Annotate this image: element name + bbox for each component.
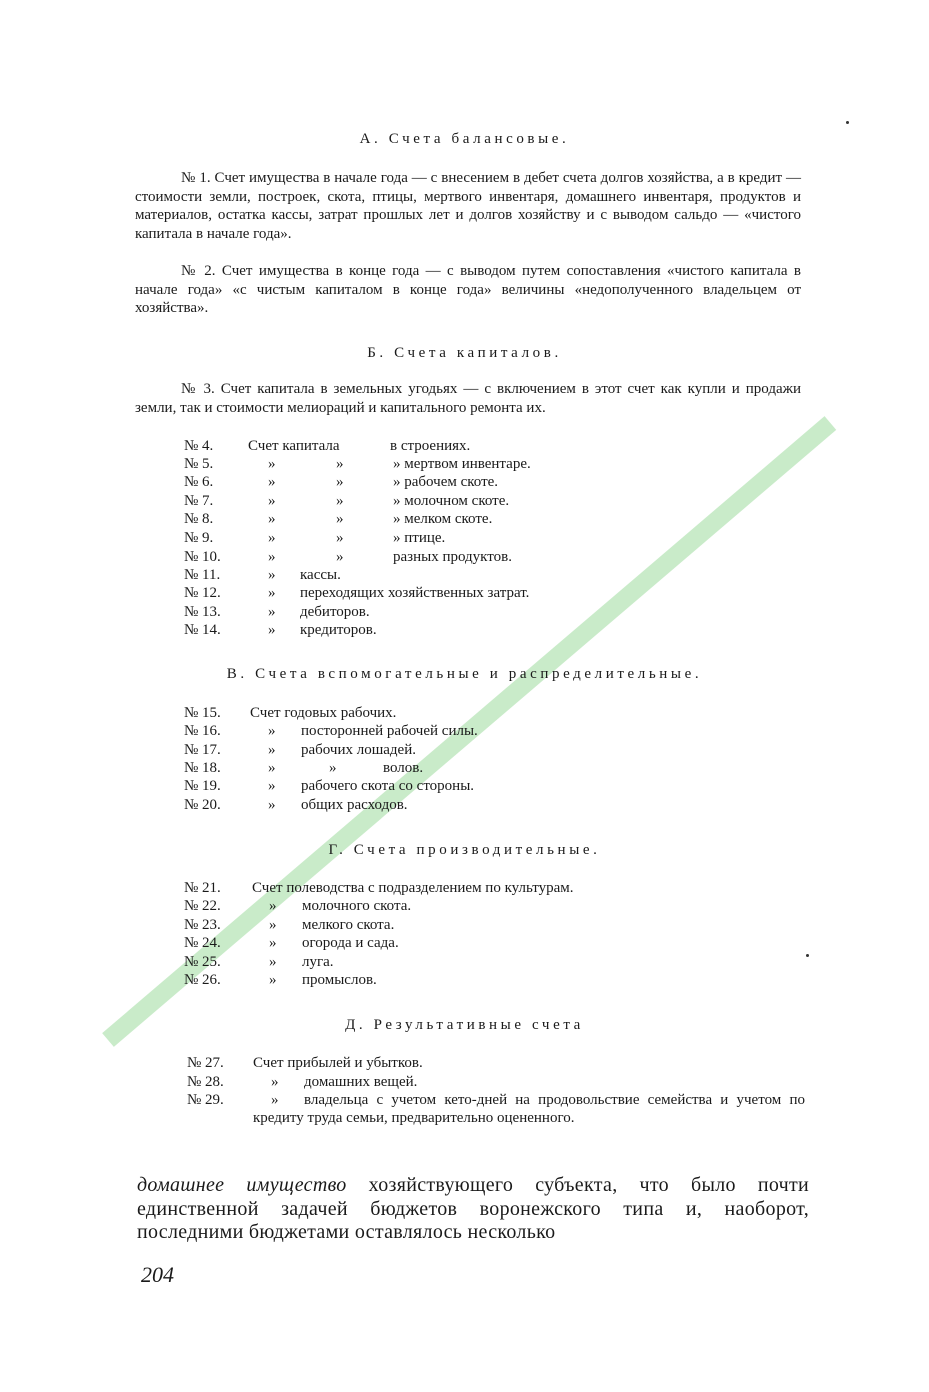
- ditto-mark: »: [271, 1092, 279, 1108]
- item-number: № 16.: [184, 723, 221, 739]
- section-title-a: А. Счета балансовые.: [359, 131, 570, 147]
- ditto-mark: »: [269, 917, 277, 933]
- item-text: переходящих хозяйственных затрат.: [300, 585, 530, 601]
- body-text: [137, 1174, 809, 1245]
- item-number: № 18.: [184, 760, 221, 776]
- item-number: № 8.: [184, 511, 214, 527]
- item-number: № 11.: [184, 567, 221, 583]
- item-text: » птице.: [393, 530, 446, 546]
- item-number: № 21.: [184, 880, 221, 896]
- item-text: промыслов.: [302, 972, 377, 988]
- ditto-mark: »: [269, 898, 277, 914]
- ditto-mark: »: [271, 1074, 279, 1090]
- scan-speck: [806, 954, 809, 957]
- item-text: волов.: [383, 760, 424, 776]
- item-text: кассы.: [300, 567, 341, 583]
- item-text: в строениях.: [390, 438, 471, 454]
- ditto-mark: »: [269, 972, 277, 988]
- item-number: № 26.: [184, 972, 221, 988]
- item-text: Счет полеводства с подразделением по культурам.: [252, 880, 574, 896]
- ditto-mark: »: [268, 567, 276, 583]
- ditto-mark: »: [268, 760, 276, 776]
- paragraph-account-3: № 3. Счет капитала в земельных угодьях — с включением в этот счет как купли и продажи земли, так и стоимости мелиораций и капитального ремонта их.: [135, 381, 801, 416]
- item-number: № 10.: [184, 549, 221, 565]
- ditto-mark: »: [336, 474, 344, 490]
- ditto-mark: »: [268, 742, 276, 758]
- item-number: № 9.: [184, 530, 214, 546]
- item-number: № 4.: [184, 438, 214, 454]
- item-number: № 17.: [184, 742, 221, 758]
- section-title-v: В. Счета вспомогательные и распределительные.: [226, 666, 703, 682]
- ditto-mark: »: [329, 760, 337, 776]
- section-title-d: Д. Результативные счета: [345, 1017, 584, 1033]
- item-number: № 7.: [184, 493, 214, 509]
- item-text: Счет капитала: [248, 438, 340, 454]
- item-number: № 6.: [184, 474, 214, 490]
- item-text: Счет прибылей и убытков.: [253, 1055, 423, 1071]
- item-text: » рабочем скоте.: [393, 474, 499, 490]
- section-title-b: Б. Счета капиталов.: [367, 345, 562, 361]
- item-text: разных продуктов.: [393, 549, 512, 565]
- item-text: » мелком скоте.: [393, 511, 493, 527]
- item-text: » мертвом инвентаре.: [393, 456, 531, 472]
- item-number: № 27.: [187, 1055, 224, 1071]
- ditto-mark: »: [336, 530, 344, 546]
- paragraph-account-1: № 1. Счет имущества в начале года — с внесением в дебет счета долгов хозяйства, а в кредит — стоимости земли, построек, скота, птицы, мертвого инвентаря, домашнего инвентаря, продуктов и материалов, остатка кассы, затрат прошлых лет и долгов хозяйству и с выводом сальдо — «чистого капитала в начале года».: [135, 170, 801, 242]
- ditto-mark: »: [336, 493, 344, 509]
- item-number: № 15.: [184, 705, 221, 721]
- scan-speck: [846, 121, 849, 124]
- ditto-mark: »: [268, 622, 276, 638]
- item-number: № 23.: [184, 917, 221, 933]
- ditto-mark: »: [336, 511, 344, 527]
- item-text: мелкого скота.: [302, 917, 395, 933]
- item-number: № 19.: [184, 778, 221, 794]
- item-number: № 22.: [184, 898, 221, 914]
- item-text: домашних вещей.: [304, 1074, 418, 1090]
- item-text: дебиторов.: [300, 604, 370, 620]
- ditto-mark: »: [268, 493, 276, 509]
- item-text: кредиторов.: [300, 622, 377, 638]
- ditto-mark: »: [268, 511, 276, 527]
- item-number: № 25.: [184, 954, 221, 970]
- item-number: № 13.: [184, 604, 221, 620]
- ditto-mark: »: [268, 530, 276, 546]
- item-text: рабочих лошадей.: [301, 742, 416, 758]
- item-text: общих расходов.: [301, 797, 408, 813]
- ditto-mark: »: [268, 585, 276, 601]
- item-number: № 29.: [187, 1092, 224, 1108]
- item-text: рабочего скота со стороны.: [301, 778, 475, 794]
- item-number: № 28.: [187, 1074, 224, 1090]
- ditto-mark: »: [268, 778, 276, 794]
- ditto-mark: »: [336, 456, 344, 472]
- ditto-mark: »: [269, 954, 277, 970]
- ditto-mark: »: [268, 604, 276, 620]
- item-text: луга.: [302, 954, 334, 970]
- ditto-mark: »: [268, 474, 276, 490]
- ditto-mark: »: [268, 549, 276, 565]
- body-text-rest: хозяйствующего субъекта, что было почти единственной задачей бюджетов воронежского типа и, наоборот, последними бюджетами оставлялось несколько: [137, 1174, 810, 1243]
- ditto-mark: »: [336, 549, 344, 565]
- ditto-mark: »: [268, 723, 276, 739]
- page-number: 204: [141, 1262, 174, 1287]
- italic-term: домашнее имущество: [137, 1174, 347, 1196]
- item-text-wrapped: владельца с учетом кето-дней на продовольствие семейства и учетом по кредиту труда семьи, предварительно оцененного.: [253, 1092, 805, 1126]
- item-number: № 5.: [184, 456, 214, 472]
- item-text: » молочном скоте.: [393, 493, 510, 509]
- item-text: Счет годовых рабочих.: [250, 705, 397, 721]
- ditto-mark: »: [269, 935, 277, 951]
- paragraph-account-2: № 2. Счет имущества в конце года — с выводом путем сопоставления «чистого капитала в начале года» «с чистым капиталом в конце года» величины «недополученного владельцем от хозяйства».: [135, 263, 801, 316]
- item-text: молочного скота.: [302, 898, 412, 914]
- item-number: № 12.: [184, 585, 221, 601]
- item-text: огорода и сада.: [302, 935, 399, 951]
- ditto-mark: »: [268, 456, 276, 472]
- ditto-mark: »: [268, 797, 276, 813]
- item-number: № 20.: [184, 797, 221, 813]
- item-number: № 14.: [184, 622, 221, 638]
- section-title-g: Г. Счета производительные.: [328, 842, 601, 858]
- item-number: № 24.: [184, 935, 221, 951]
- item-text: посторонней рабочей силы.: [301, 723, 478, 739]
